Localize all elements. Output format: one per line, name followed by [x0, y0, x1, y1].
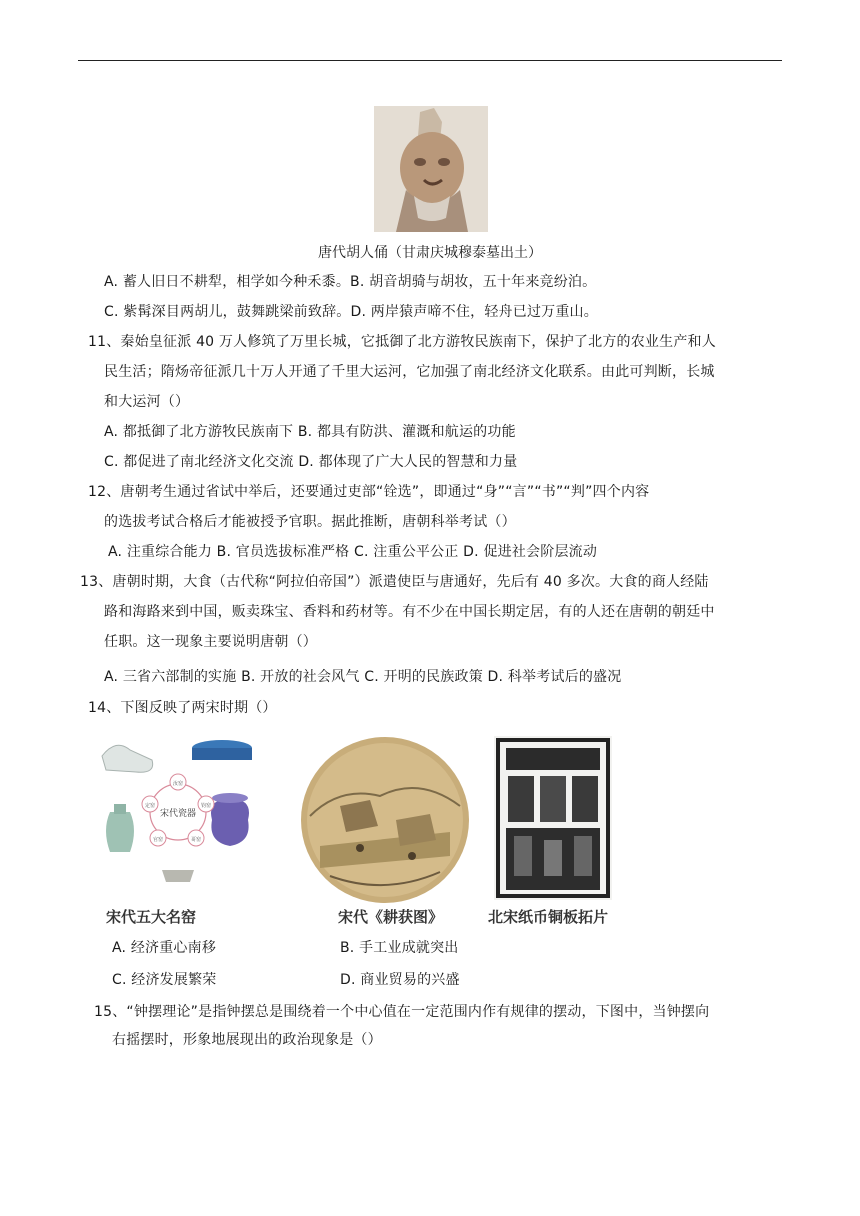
kiln-label: 钧窑: [200, 803, 212, 809]
q13-stem-line1: 13、唐朝时期，大食（古代称“阿拉伯帝国”）派遣使臣与唐通好，先后有 40 多次。大食的商人经陆: [80, 574, 709, 590]
q10-options-row1: A. 蓄人旧日不耕犁，相学如今种禾黍。B. 胡音胡骑与胡妆，五十年来竞纷泊。: [104, 274, 597, 290]
fig1-caption: 宋代五大名窑: [106, 908, 197, 926]
q11-stem-line1: 11、秦始皇征派 40 万人修筑了万里长城，它抵御了北方游牧民族南下，保护了北方的农业生产和人: [88, 334, 716, 350]
q12-options: A. 注重综合能力 B. 官员选拔标准严格 C. 注重公平公正 D. 促进社会阶层流动: [108, 544, 598, 560]
q12-stem-line1: 12、唐朝考生通过省试中举后，还要通过吏部“铨选”，即通过“身”“言”“书”“判”四个内容: [88, 484, 650, 500]
q13-options: A. 三省六部制的实施 B. 开放的社会风气 C. 开明的民族政策 D. 科举考试后的盛况: [104, 669, 622, 685]
q13-stem-line3: 任职。这一现象主要说明唐朝（）: [104, 634, 317, 650]
q11-options-row1: A. 都抵御了北方游牧民族南下 B. 都具有防洪、灌溉和航运的功能: [104, 424, 516, 440]
paper-money-rubbing: [494, 736, 612, 900]
kiln-center-label: 宋代瓷器: [159, 809, 197, 819]
q15-stem-line2: 右摇摆时，形象地展现出的政治现象是（）: [112, 1032, 382, 1048]
q14-stem: 14、下图反映了两宋时期（）: [88, 700, 277, 716]
q13-stem-line2: 路和海路来到中国，贩卖珠宝、香料和药材等。有不少在中国长期定居，有的人还在唐朝的朝廷中: [104, 604, 715, 620]
q14-option-c: C. 经济发展繁荣: [112, 972, 217, 988]
gengtu-painting: [300, 736, 470, 904]
tang-figurine-photo: [374, 106, 488, 232]
figure-caption: 唐代胡人俑（甘肃庆城穆泰墓出土）: [318, 245, 542, 261]
q11-options-row2: C. 都促进了南北经济文化交流 D. 都体现了广大人民的智慧和力量: [104, 454, 518, 470]
kiln-label: 定窑: [144, 803, 156, 809]
header-rule: [78, 60, 782, 61]
q15-stem-line1: 15、“钟摆理论”是指钟摆总是围绕着一个中心值在一定范围内作有规律的摆动，下图中，当钟摆向: [94, 1004, 710, 1020]
q14-option-d: D. 商业贸易的兴盛: [340, 972, 460, 988]
q12-stem-line2: 的选拔考试合格后才能被授予官职。据此推断，唐朝科举考试（）: [104, 514, 516, 530]
kiln-label: 哥窑: [190, 837, 202, 843]
q14-option-a: A. 经济重心南移: [112, 940, 217, 956]
kiln-label: 汝窑: [172, 781, 184, 787]
q11-stem-line2: 民生活；隋炀帝征派几十万人开通了千里大运河，它加强了南北经济文化联系。由此可判断，长城: [104, 364, 715, 380]
kiln-label: 官窑: [152, 837, 164, 843]
song-kilns-figure: [96, 734, 256, 884]
q14-option-b: B. 手工业成就突出: [340, 940, 459, 956]
fig3-caption: 北宋纸币铜板拓片: [488, 908, 609, 926]
q10-options-row2: C. 紫髯深目两胡儿，鼓舞跳梁前致辞。D. 两岸猿声啼不住，轻舟已过万重山。: [104, 304, 598, 320]
q11-stem-line3: 和大运河（）: [104, 394, 190, 410]
fig2-caption: 宋代《耕获图》: [338, 908, 444, 926]
